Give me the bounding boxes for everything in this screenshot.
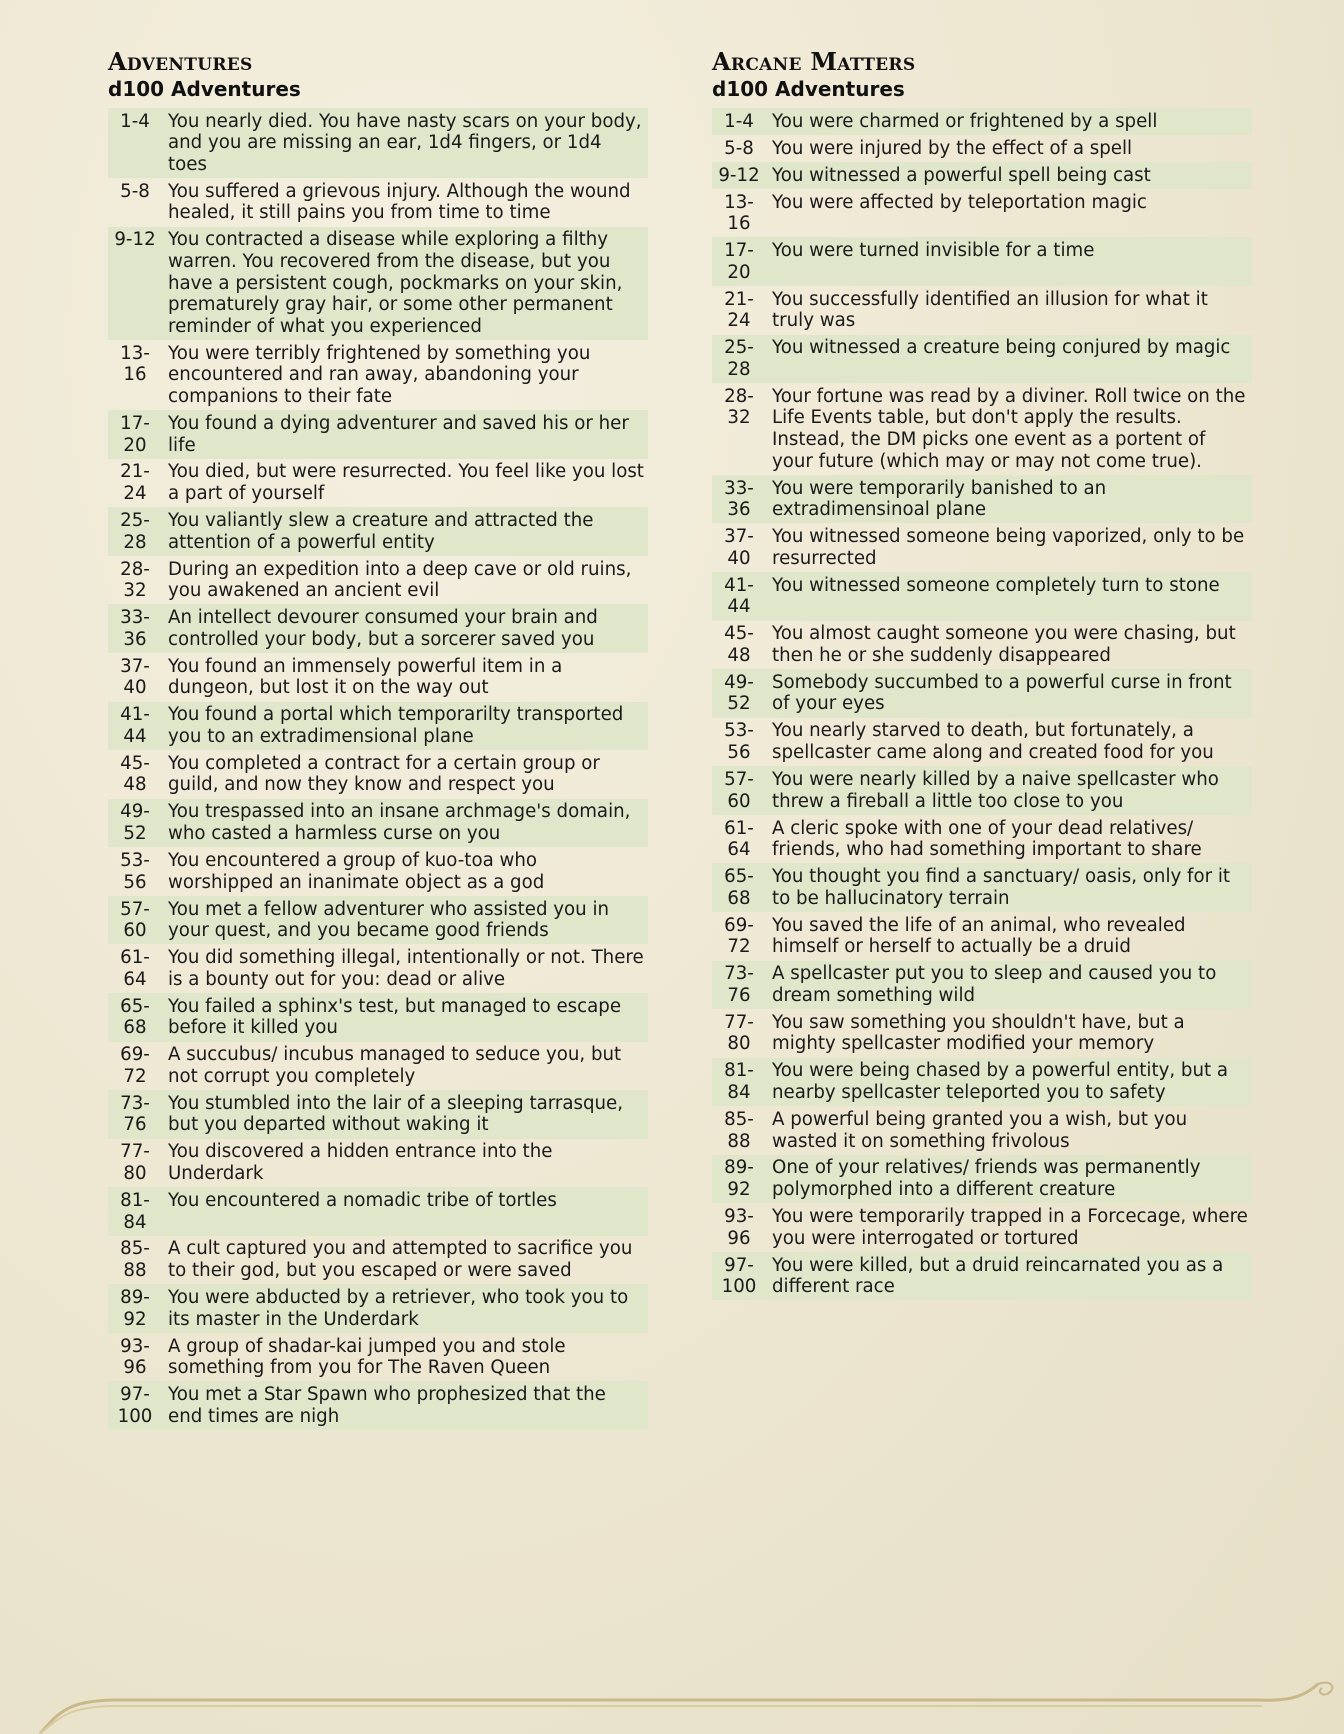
event-description: You contracted a disease while exploring a filthy warren. You recovered from the disease, but you have a persistent cough, pockmarks on your skin, prematurely gray hair, or some other permanent reminder of what you experienced xyxy=(166,227,648,340)
adventures-table-row xyxy=(108,1139,648,1188)
arcane-matters-table-row xyxy=(712,475,1252,524)
event-description: You failed a sphinx's test, but managed to escape before it killed you xyxy=(166,993,648,1042)
roll-range: 5-8 xyxy=(120,180,150,202)
roll-range-cell xyxy=(108,1139,166,1188)
adventures-table-row xyxy=(108,507,648,556)
event-description: You witnessed a powerful spell being cast xyxy=(770,162,1252,189)
roll-range-cell xyxy=(108,1236,166,1285)
roll-range: 89-92 xyxy=(724,1157,754,1201)
event-description: You found a portal which temporarilty transported you to an extradimensional plane xyxy=(166,702,648,751)
roll-range: 69-72 xyxy=(120,1044,150,1087)
roll-range: 61-64 xyxy=(724,817,754,861)
arcane-matters-table-row xyxy=(712,383,1252,475)
roll-range: 37-40 xyxy=(724,526,754,569)
roll-range-cell xyxy=(712,475,770,524)
event-description: You valiantly slew a creature and attracted the attention of a powerful entity xyxy=(166,507,648,556)
adventures-table-row xyxy=(108,750,648,799)
event-description: You were affected by teleportation magic xyxy=(772,191,1147,213)
roll-range: 57-60 xyxy=(120,898,150,942)
roll-range-cell xyxy=(108,702,166,751)
roll-range: 73-76 xyxy=(724,963,754,1006)
roll-range-cell xyxy=(108,1333,166,1382)
roll-range: 93-96 xyxy=(724,1206,754,1249)
roll-range-cell xyxy=(712,669,770,718)
arcane-matters-table-row xyxy=(712,1106,1252,1155)
adventures-table-row xyxy=(108,459,648,508)
roll-range-cell xyxy=(108,1090,166,1139)
event-description: One of your relatives/ friends was permanently polymorphed into a different creature xyxy=(770,1155,1252,1204)
roll-range-cell xyxy=(108,993,166,1042)
roll-range-cell xyxy=(108,896,166,945)
arcane-matters-table-row xyxy=(712,108,1252,135)
roll-range: 93-96 xyxy=(120,1335,150,1379)
adventures-table-row xyxy=(108,1236,648,1285)
roll-range-cell xyxy=(108,556,166,605)
roll-range: 81-84 xyxy=(724,1060,754,1103)
roll-range: 21-24 xyxy=(120,461,150,505)
roll-range-cell xyxy=(108,1042,166,1091)
roll-range: 49-52 xyxy=(120,801,150,844)
roll-range: 17-20 xyxy=(120,412,150,456)
roll-range: 89-92 xyxy=(120,1287,150,1330)
arcane-matters-table-row xyxy=(712,815,1252,864)
roll-range-cell xyxy=(712,523,770,572)
adventures-table-row xyxy=(108,944,648,993)
roll-range: 1-4 xyxy=(724,110,754,132)
roll-range: 69-72 xyxy=(724,914,754,958)
adventures-table-row xyxy=(108,653,648,702)
adventures-table-row xyxy=(108,896,648,945)
arcane-matters-table-row xyxy=(712,1203,1252,1252)
event-description: You stumbled into the lair of a sleeping tarrasque, but you departed without waking it xyxy=(166,1090,648,1139)
event-description: You were killed, but a druid reincarnated you as a different race xyxy=(770,1252,1252,1301)
roll-range: 97-100 xyxy=(721,1254,757,1298)
adventures-table-row xyxy=(108,1090,648,1139)
event-description: An intellect devourer consumed your brain and controlled your body, but a sorcerer saved you xyxy=(166,604,648,653)
event-description: You did something illegal, intentionally or not. There is a bounty out for you: dead or alive xyxy=(168,947,644,990)
roll-range-cell xyxy=(712,383,770,475)
roll-range-cell xyxy=(108,108,166,178)
roll-range: 33-36 xyxy=(724,477,754,521)
event-description: During an expedition into a deep cave or old ruins, you awakened an ancient evil xyxy=(168,558,632,602)
roll-range-cell xyxy=(712,1252,770,1301)
arcane-matters-table-row xyxy=(712,1155,1252,1204)
roll-range: 9-12 xyxy=(718,164,760,186)
event-description: You were temporarily trapped in a Forcecage, where you were interrogated or tortured xyxy=(772,1206,1248,1249)
arcane-matters-table-row xyxy=(712,335,1252,384)
adventures-table-row xyxy=(108,1042,648,1091)
roll-range-cell xyxy=(108,799,166,848)
event-description: You met a fellow adventurer who assisted you in your quest, and you became good friends xyxy=(166,896,648,945)
arcane-matters-table-row xyxy=(712,621,1252,670)
roll-range: 53-56 xyxy=(120,849,150,893)
roll-range: 41-44 xyxy=(724,574,754,618)
roll-range-cell xyxy=(712,621,770,670)
roll-range: 25-28 xyxy=(120,510,150,553)
roll-range: 41-44 xyxy=(120,704,150,747)
roll-range: 81-84 xyxy=(120,1189,150,1233)
roll-range: 49-52 xyxy=(724,671,754,715)
arcane-matters-table-row xyxy=(712,286,1252,335)
event-description: You were abducted by a retriever, who took you to its master in the Underdark xyxy=(166,1284,648,1333)
roll-range-cell xyxy=(712,335,770,384)
roll-range: 28-32 xyxy=(724,385,754,429)
roll-range: 65-68 xyxy=(724,866,754,909)
adventures-table-row xyxy=(108,410,648,459)
roll-range-cell xyxy=(712,237,770,286)
roll-range: 17-20 xyxy=(724,240,754,283)
event-description: You were charmed or frightened by a spell xyxy=(770,108,1252,135)
adventures-table-row xyxy=(108,1284,648,1333)
roll-range-cell xyxy=(712,572,770,621)
event-description: You found a dying adventurer and saved his or her life xyxy=(166,410,648,459)
roll-range-cell xyxy=(108,227,166,340)
roll-range: 37-40 xyxy=(120,655,150,699)
adventures-table-row xyxy=(108,340,648,410)
event-description: You suffered a grievous injury. Although the wound healed, it still pains you from time to time xyxy=(168,180,631,224)
roll-range: 45-48 xyxy=(724,623,754,666)
roll-range-cell xyxy=(712,189,770,238)
adventures-table-row xyxy=(108,1333,648,1382)
event-description: You witnessed a creature being conjured by magic xyxy=(770,335,1252,384)
event-description: A powerful being granted you a wish, but you wasted it on something frivolous xyxy=(772,1108,1188,1152)
arcane-matters-table-row xyxy=(712,1009,1252,1058)
roll-range-cell xyxy=(712,162,770,189)
event-description: A succubus/ incubus managed to seduce you, but not corrupt you completely xyxy=(168,1044,622,1087)
event-description: You saw something you shouldn't have, but a mighty spellcaster modified your memory xyxy=(772,1011,1185,1055)
event-description: You nearly starved to death, but fortunately, a spellcaster came along and created food for you xyxy=(772,720,1214,763)
roll-range-cell xyxy=(712,961,770,1010)
roll-range-cell xyxy=(108,1187,166,1236)
adventures-table-caption: d100 Adventures xyxy=(108,77,301,101)
adventures-table-row xyxy=(108,1187,648,1236)
arcane-matters-column xyxy=(712,48,1252,1300)
event-description: A cleric spoke with one of your dead relatives/ friends, who had something important to share xyxy=(772,817,1202,861)
arcane-matters-table-row xyxy=(712,766,1252,815)
roll-range-cell xyxy=(108,1381,166,1430)
event-description: A group of shadar-kai jumped you and stole something from you for The Raven Queen xyxy=(168,1335,566,1379)
roll-range-cell xyxy=(712,1009,770,1058)
arcane-matters-table-row xyxy=(712,1058,1252,1107)
adventures-table-row xyxy=(108,702,648,751)
roll-range: 13-16 xyxy=(120,342,150,386)
roll-range-cell xyxy=(712,863,770,912)
roll-range-cell xyxy=(108,944,166,993)
roll-range-cell xyxy=(108,178,166,227)
roll-range: 77-80 xyxy=(724,1011,754,1055)
arcane-matters-table-row xyxy=(712,912,1252,961)
adventures-heading: Adventures xyxy=(108,47,253,76)
arcane-matters-table-row xyxy=(712,135,1252,162)
event-description: You thought you find a sanctuary/ oasis, only for it to be hallucinatory terrain xyxy=(770,863,1252,912)
roll-range-cell xyxy=(108,340,166,410)
roll-range: 1-4 xyxy=(120,110,150,132)
adventures-table-row xyxy=(108,178,648,227)
roll-range-cell xyxy=(712,1106,770,1155)
adventures-table-row xyxy=(108,993,648,1042)
roll-range-cell xyxy=(108,459,166,508)
roll-range: 57-60 xyxy=(724,768,754,812)
adventures-table-row xyxy=(108,604,648,653)
arcane-matters-table-row xyxy=(712,162,1252,189)
roll-range-cell xyxy=(108,1284,166,1333)
arcane-matters-table-row xyxy=(712,863,1252,912)
event-description: You saved the life of an animal, who revealed himself or herself to actually be a druid xyxy=(772,914,1186,958)
roll-range-cell xyxy=(108,653,166,702)
roll-range: 97-100 xyxy=(117,1384,153,1427)
event-description: You discovered a hidden entrance into the Underdark xyxy=(168,1141,553,1184)
event-description: You trespassed into an insane archmage's domain, who casted a harmless curse on you xyxy=(166,799,648,848)
arcane-matters-table-row xyxy=(712,189,1252,238)
roll-range: 65-68 xyxy=(120,995,150,1039)
adventures-table-row xyxy=(108,1381,648,1430)
roll-range-cell xyxy=(712,1155,770,1204)
roll-range-cell xyxy=(712,912,770,961)
event-description: You were being chased by a powerful entity, but a nearby spellcaster teleported you to safety xyxy=(770,1058,1252,1107)
roll-range: 77-80 xyxy=(120,1141,150,1184)
event-description: You found an immensely powerful item in a dungeon, but lost it on the way out xyxy=(168,655,563,699)
adventures-column xyxy=(108,48,648,1430)
event-description: You completed a contract for a certain group or guild, and now they know and respect you xyxy=(168,752,600,796)
event-description: You were injured by the effect of a spell xyxy=(772,137,1133,159)
arcane-matters-table-row xyxy=(712,669,1252,718)
roll-range-cell xyxy=(712,108,770,135)
roll-range-cell xyxy=(712,1058,770,1107)
arcane-matters-table xyxy=(712,108,1252,1300)
roll-range: 85-88 xyxy=(120,1238,150,1282)
roll-range-cell xyxy=(712,718,770,767)
event-description: You were nearly killed by a naive spellcaster who threw a fireball a little too close to you xyxy=(770,766,1252,815)
roll-range-cell xyxy=(712,1203,770,1252)
event-description: Your fortune was read by a diviner. Roll twice on the Life Events table, but don't apply the results. Instead, the DM picks one event as a portent of your future (which may or may not come true). xyxy=(772,385,1246,472)
roll-range-cell xyxy=(712,135,770,162)
arcane-matters-table-row xyxy=(712,572,1252,621)
event-description: You encountered a group of kuo-toa who worshipped an inanimate object as a god xyxy=(168,849,545,893)
event-description: You successfully identified an illusion for what it truly was xyxy=(772,288,1208,332)
roll-range-cell xyxy=(712,766,770,815)
event-description: Somebody succumbed to a powerful curse in front of your eyes xyxy=(770,669,1252,718)
event-description: You died, but were resurrected. You feel like you lost a part of yourself xyxy=(168,461,644,505)
roll-range-cell xyxy=(108,410,166,459)
arcane-matters-table-caption: d100 Adventures xyxy=(712,77,905,101)
event-description: You almost caught someone you were chasing, but then he or she suddenly disappeared xyxy=(772,623,1236,666)
roll-range: 61-64 xyxy=(120,947,150,990)
event-description: You witnessed someone being vaporized, only to be resurrected xyxy=(772,526,1245,569)
event-description: You were turned invisible for a time xyxy=(770,237,1252,286)
roll-range: 21-24 xyxy=(724,288,754,332)
roll-range: 45-48 xyxy=(120,752,150,796)
arcane-matters-table-row xyxy=(712,718,1252,767)
adventures-table-row xyxy=(108,799,648,848)
roll-range: 13-16 xyxy=(724,191,754,235)
arcane-matters-table-row xyxy=(712,523,1252,572)
roll-range: 28-32 xyxy=(120,558,150,602)
adventures-table-row xyxy=(108,556,648,605)
roll-range: 85-88 xyxy=(724,1108,754,1152)
adventures-table-row xyxy=(108,227,648,340)
roll-range-cell xyxy=(712,286,770,335)
arcane-matters-table-row xyxy=(712,237,1252,286)
adventures-table-row xyxy=(108,847,648,896)
event-description: You were terribly frightened by something you encountered and ran away, abandoning your companions to their fate xyxy=(168,342,591,407)
roll-range: 5-8 xyxy=(724,137,754,159)
roll-range: 9-12 xyxy=(114,229,156,251)
arcane-matters-table-row xyxy=(712,961,1252,1010)
event-description: You nearly died. You have nasty scars on your body, and you are missing an ear, 1d4 fingers, or 1d4 toes xyxy=(166,108,648,178)
roll-range-cell xyxy=(108,847,166,896)
roll-range-cell xyxy=(712,815,770,864)
roll-range-cell xyxy=(108,604,166,653)
event-description: You met a Star Spawn who prophesized that the end times are nigh xyxy=(166,1381,648,1430)
adventures-table-row xyxy=(108,108,648,178)
adventures-table xyxy=(108,108,648,1430)
event-description: You witnessed someone completely turn to stone xyxy=(770,572,1252,621)
roll-range: 73-76 xyxy=(120,1092,150,1136)
event-description: You were temporarily banished to an extradimensinoal plane xyxy=(770,475,1252,524)
roll-range: 33-36 xyxy=(120,607,150,650)
event-description: You encountered a nomadic tribe of tortles xyxy=(166,1187,648,1236)
arcane-matters-table-row xyxy=(712,1252,1252,1301)
arcane-matters-heading: Arcane Matters xyxy=(712,47,916,76)
roll-range-cell xyxy=(108,750,166,799)
page-footer-ornament xyxy=(0,1680,1344,1734)
roll-range: 53-56 xyxy=(724,720,754,763)
roll-range: 25-28 xyxy=(724,337,754,380)
event-description: A cult captured you and attempted to sacrifice you to their god, but you escaped or were saved xyxy=(168,1238,633,1282)
event-description: A spellcaster put you to sleep and caused you to dream something wild xyxy=(770,961,1252,1010)
roll-range-cell xyxy=(108,507,166,556)
